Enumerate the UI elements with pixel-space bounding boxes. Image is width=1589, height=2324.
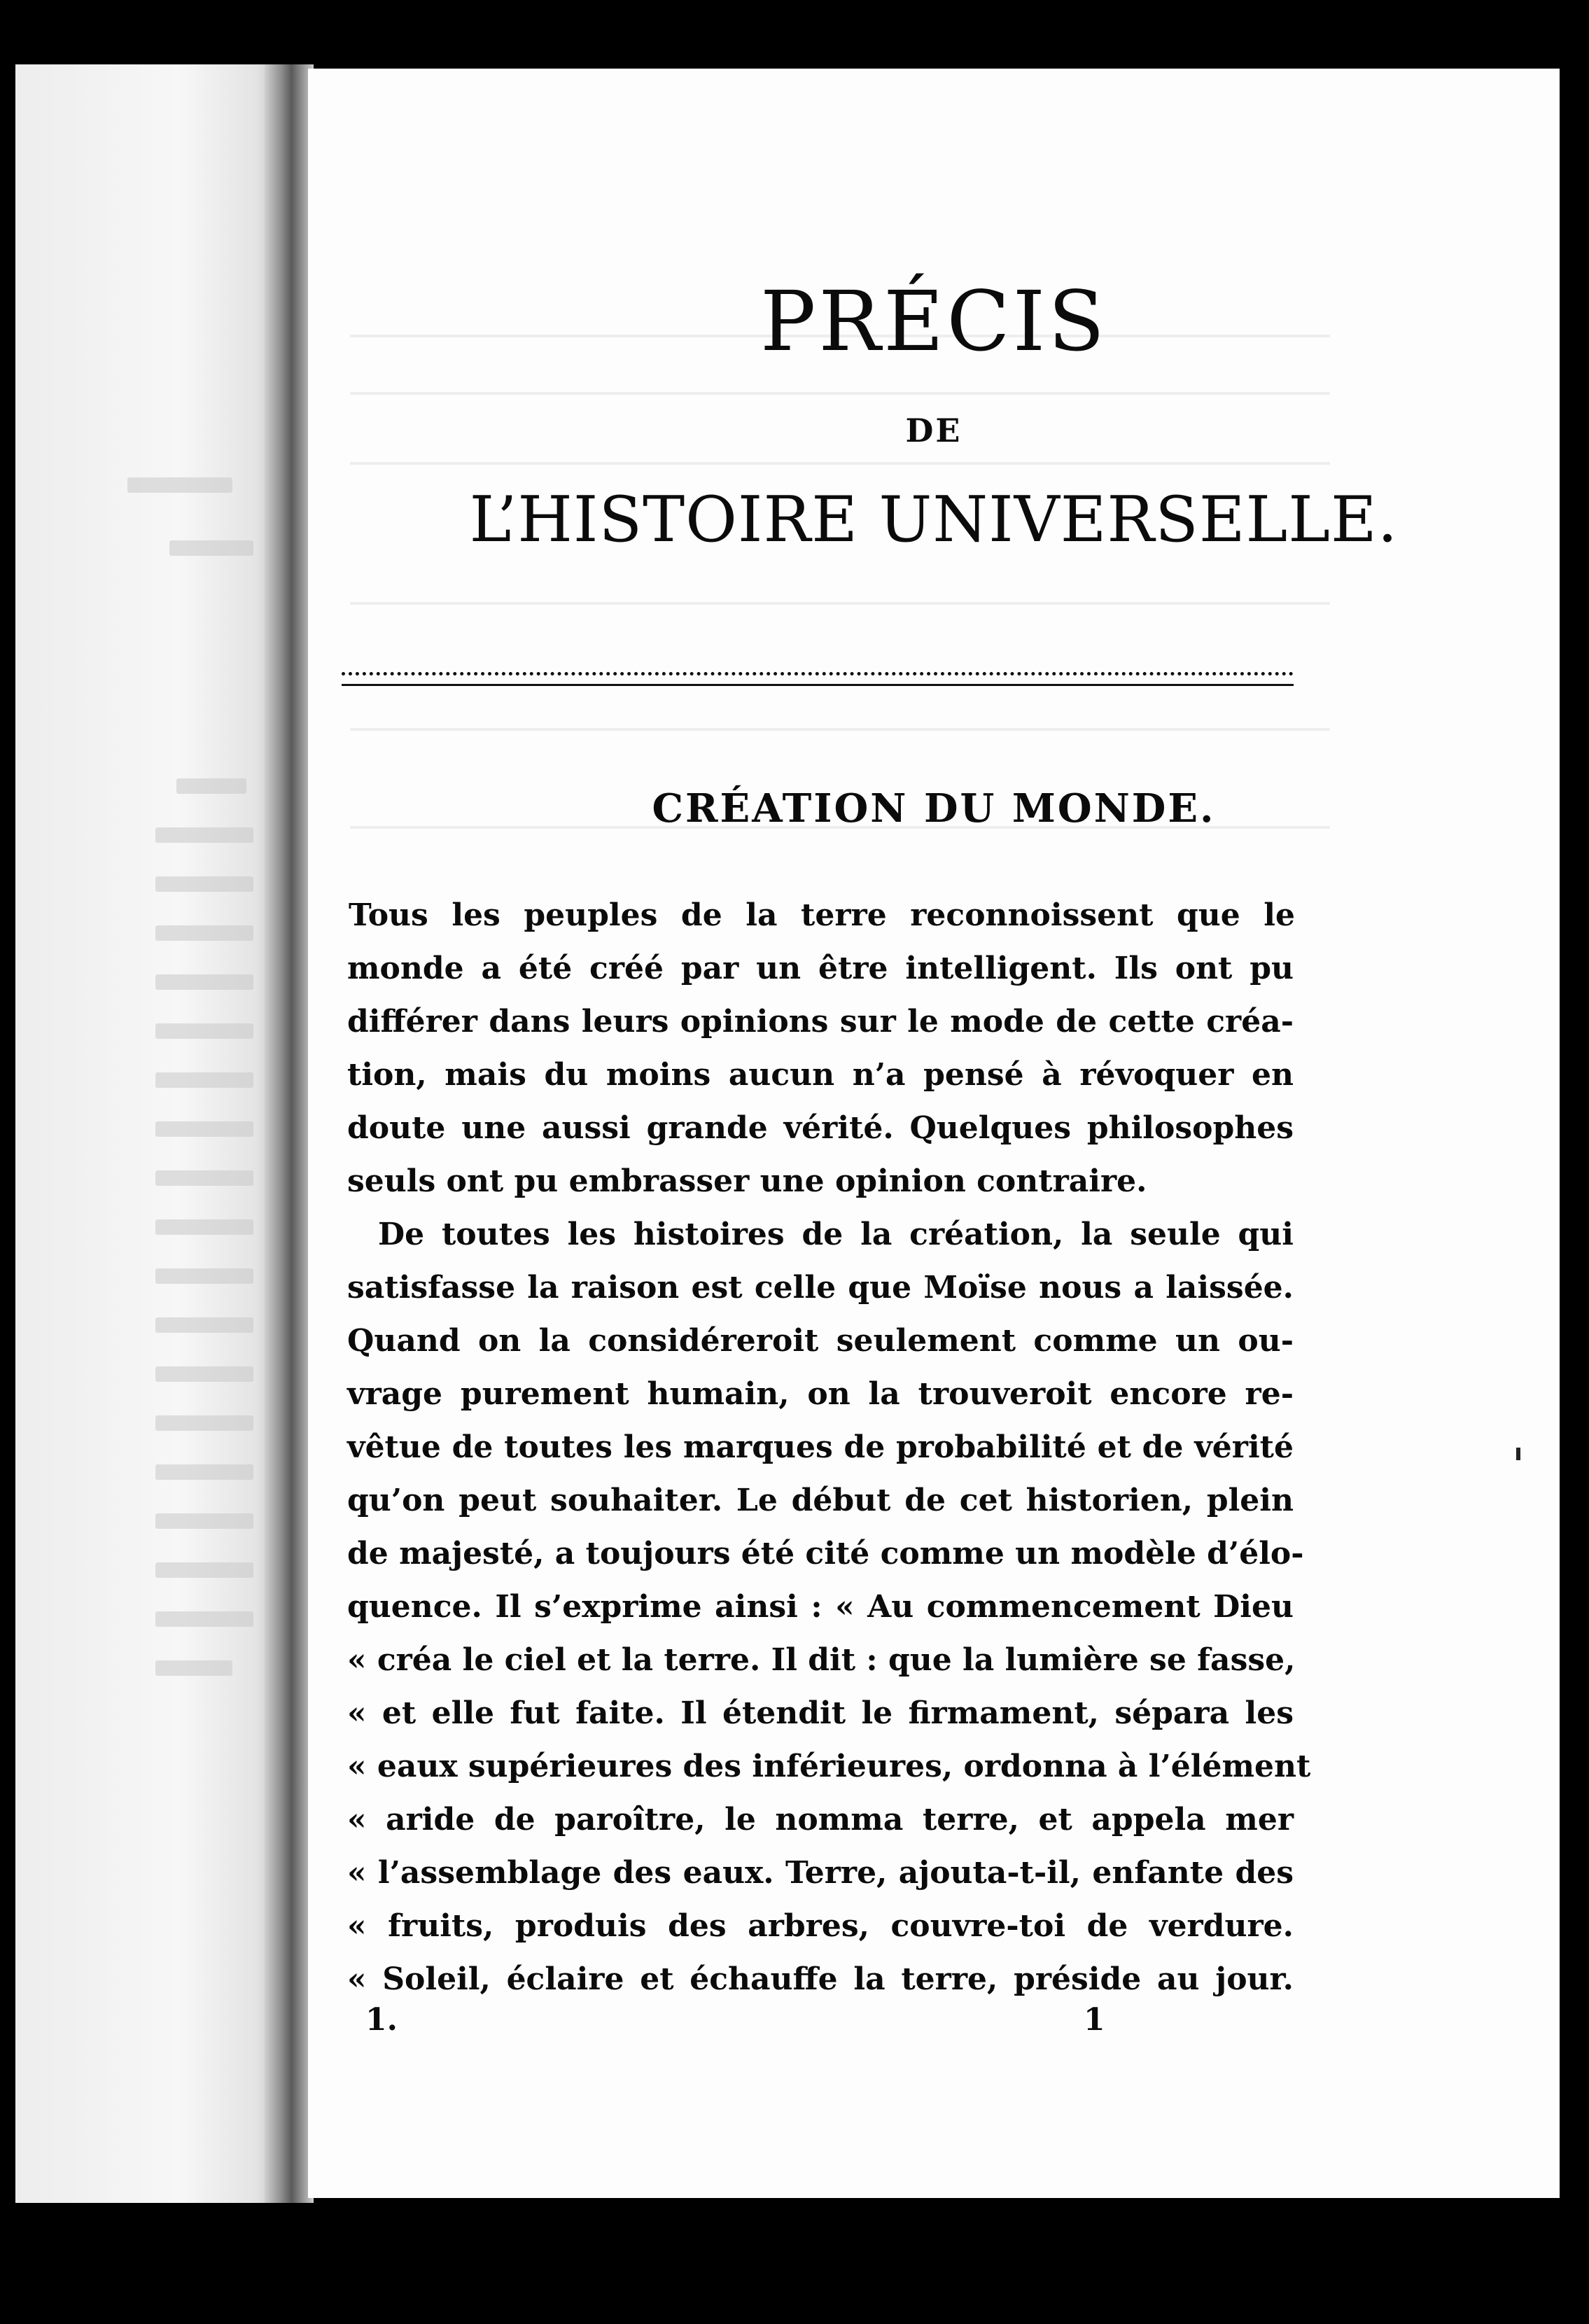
body-line: vêtue de toutes les marques de probabilité et de vérité	[347, 1429, 1294, 1465]
bleed-through-text	[155, 1268, 253, 1284]
bleed-through-text	[155, 974, 253, 990]
body-line: satisfasse la raison est celle que Moïse nous a laissée.	[347, 1270, 1294, 1306]
body-line: Quand on la considéreroit seulement comme un ou-	[347, 1323, 1294, 1359]
body-line: « créa le ciel et la terre. Il dit : que la lumière se fasse,	[347, 1642, 1296, 1678]
ornamental-rule	[342, 672, 1294, 686]
show-through-line	[350, 602, 1330, 605]
book-gutter	[265, 64, 314, 2203]
body-line: différer dans leurs opinions sur le mode de cette créa-	[347, 1004, 1294, 1040]
bleed-through-text	[155, 1415, 253, 1431]
bleed-through-text	[155, 1023, 253, 1039]
bleed-through-text	[176, 778, 246, 794]
bleed-through-text	[155, 1219, 253, 1235]
bleed-through-text	[155, 1660, 232, 1676]
body-line: « l’assemblage des eaux. Terre, ajouta-t-il, enfante des	[347, 1855, 1294, 1891]
title-precis: PRÉCIS	[760, 273, 1108, 370]
body-line: de majesté, a toujours été cité comme un modèle d’élo-	[347, 1536, 1304, 1572]
show-through-line	[350, 728, 1330, 731]
bleed-through-text	[155, 1317, 253, 1333]
bleed-through-text	[155, 1121, 253, 1137]
body-line: seuls ont pu embrasser une opinion contraire.	[347, 1163, 1147, 1199]
body-line: Tous les peuples de la terre reconnoissent que le	[349, 897, 1295, 933]
body-line: « aride de paroître, le nomma terre, et appela mer	[347, 1802, 1294, 1837]
body-line: « eaux supérieures des inférieures, ordonna à l’élément	[347, 1749, 1311, 1784]
edge-speck	[1516, 1448, 1520, 1460]
body-line: « fruits, produis des arbres, couvre-toi de verdure.	[347, 1908, 1294, 1944]
bleed-through-text	[155, 827, 253, 843]
bleed-through-text	[155, 876, 253, 892]
bleed-through-text	[155, 1366, 253, 1382]
show-through-line	[350, 462, 1330, 465]
body-line: tion, mais du moins aucun n’a pensé à révoquer en	[347, 1057, 1294, 1093]
bleed-through-text	[155, 1072, 253, 1088]
bleed-through-text	[155, 1562, 253, 1578]
title-de: DE	[905, 412, 962, 449]
body-line: « et elle fut faite. Il étendit le firmament, sépara les	[347, 1695, 1294, 1731]
title-histoire-universelle: L’HISTOIRE UNIVERSELLE.	[469, 483, 1399, 556]
body-line: De toutes les histoires de la création, la seule qui	[378, 1217, 1294, 1252]
facing-page-left	[15, 64, 288, 2203]
bleed-through-text	[155, 1513, 253, 1529]
body-line: quence. Il s’exprime ainsi : « Au commencement Dieu	[347, 1589, 1294, 1625]
section-heading: CRÉATION DU MONDE.	[652, 785, 1216, 832]
bleed-through-text	[155, 1464, 253, 1480]
body-line: doute une aussi grande vérité. Quelques philosophes	[347, 1110, 1294, 1146]
bleed-through-text	[169, 540, 253, 556]
page-number: 1	[1084, 2002, 1105, 2038]
body-line: monde a été créé par un être intelligent. Ils ont pu	[347, 951, 1294, 986]
bleed-through-text	[155, 925, 253, 941]
bleed-through-text	[155, 1170, 253, 1186]
body-line: vrage purement humain, on la trouveroit encore re-	[347, 1376, 1294, 1412]
bleed-through-text	[127, 477, 232, 493]
body-line: « Soleil, éclaire et échauffe la terre, préside au jour.	[347, 1961, 1294, 1997]
show-through-line	[350, 392, 1330, 395]
bleed-through-text	[155, 1611, 253, 1627]
signature-mark: 1.	[365, 2002, 398, 2038]
body-line: qu’on peut souhaiter. Le début de cet historien, plein	[347, 1483, 1294, 1518]
